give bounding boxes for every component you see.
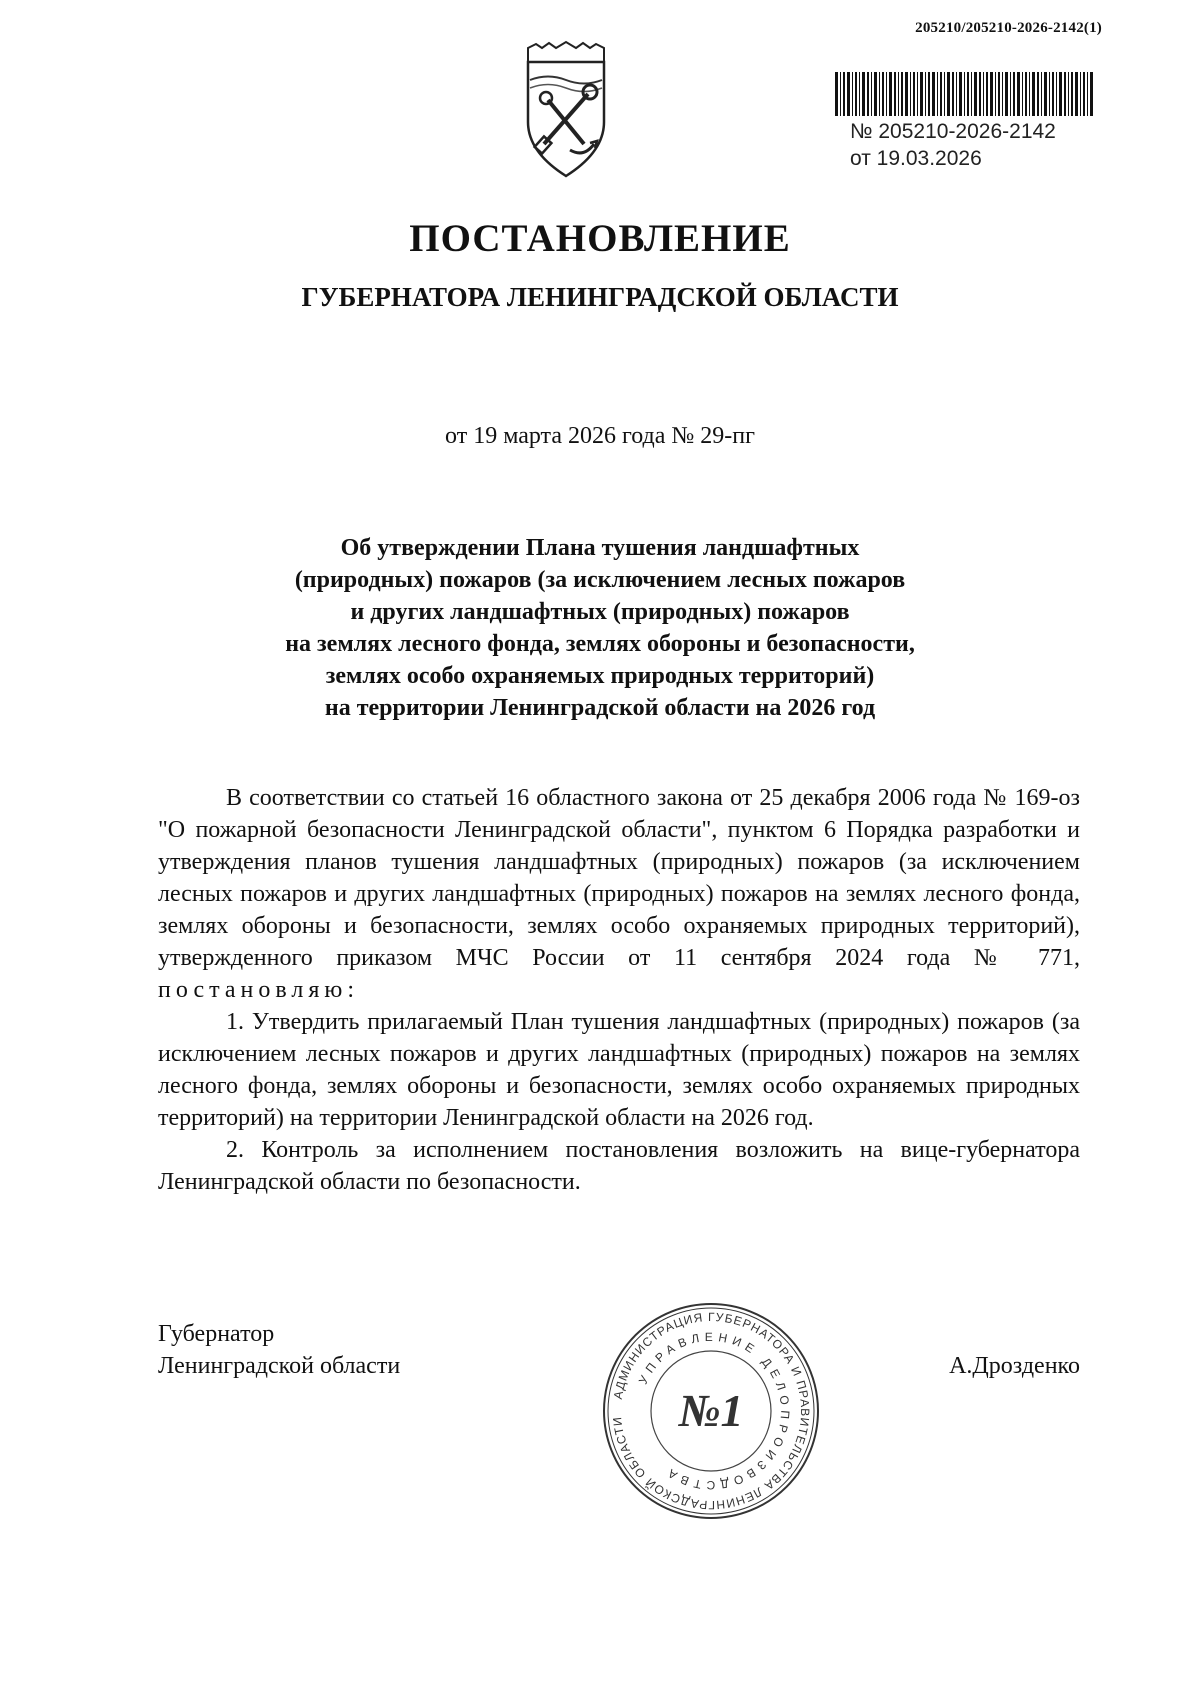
registration-number: № 205210-2026-2142 — [850, 120, 1056, 143]
signatory-position-line: Ленинградской области — [158, 1353, 401, 1379]
registration-block — [850, 118, 1056, 172]
heading-line: и других ландшафтных (природных) пожаров — [350, 599, 850, 625]
seal-ring-text: АДМИНИСТРАЦИЯ ГУБЕРНАТОРА И ПРАВИТЕЛЬСТВА ЛЕНИНГРАДСКОЙ ОБЛАСТИ — [610, 1309, 813, 1513]
official-seal-stamp — [600, 1300, 822, 1522]
item-1-paragraph: 1. Утвердить прилагаемый План тушения ландшафтных (природных) пожаров (за исключением лесных пожаров и других ландшафтных (природных) пожаров на землях лесного фонда, землях обороны и безопасности, землях особо охраняемых природных территорий) на территории Ленинградской области на 2026 год. — [158, 1009, 1080, 1131]
decree-heading — [0, 532, 1200, 724]
preamble-text: В соответствии со статьей 16 областного закона от 25 декабря 2006 года № 169-оз "О пожарной безопасности Ленинградской области", пунктом 6 Порядка разработки и утверждения планов тушения ландшафтных (природных) пожаров (за исключением лесных пожаров и других ландшафтных (природных) пожаров на землях лесного фонда, землях обороны и безопасности, землях особо охраняемых природных территорий), утвержденного приказом МЧС России от 11 сентября 2024 года № 771, — [158, 785, 1080, 971]
decree-body — [158, 782, 1080, 1198]
registration-date: от 19.03.2026 — [850, 147, 982, 170]
item-2-paragraph: 2. Контроль за исполнением постановления возложить на вице-губернатора Ленинградской области по безопасности. — [158, 1137, 1080, 1195]
heading-line: (природных) пожаров (за исключением лесных пожаров — [294, 567, 906, 593]
barcode-icon — [835, 72, 1093, 116]
leningrad-oblast-coat-of-arms-icon — [522, 40, 610, 180]
seal-number: №1 — [678, 1385, 744, 1436]
heading-line: землях особо охраняемых природных территорий) — [325, 663, 875, 689]
document-code: 205210/205210-2026-2142(1) — [915, 20, 1102, 36]
signatory-position-line: Губернатор — [158, 1321, 275, 1347]
seal-inner-text: УПРАВЛЕНИЕ ДЕЛОПРОИЗВОДСТВА — [635, 1329, 793, 1493]
heading-line: на территории Ленинградской области на 2026 год — [324, 695, 876, 721]
document-subtitle: ГУБЕРНАТОРА ЛЕНИНГРАДСКОЙ ОБЛАСТИ — [301, 282, 899, 312]
heading-line: Об утверждении Плана тушения ландшафтных — [340, 535, 860, 561]
signatory-name: А.Дрозденко — [949, 1353, 1080, 1379]
decree-date-number: от 19 марта 2026 года № 29-пг — [445, 423, 755, 449]
heading-line: на землях лесного фонда, землях обороны и безопасности, — [285, 631, 915, 657]
signatory-position — [158, 1318, 400, 1382]
preamble-paragraph — [158, 782, 1080, 1006]
document-title: ПОСТАНОВЛЕНИЕ — [409, 217, 791, 260]
decree-word: постановляю: — [158, 977, 359, 1003]
